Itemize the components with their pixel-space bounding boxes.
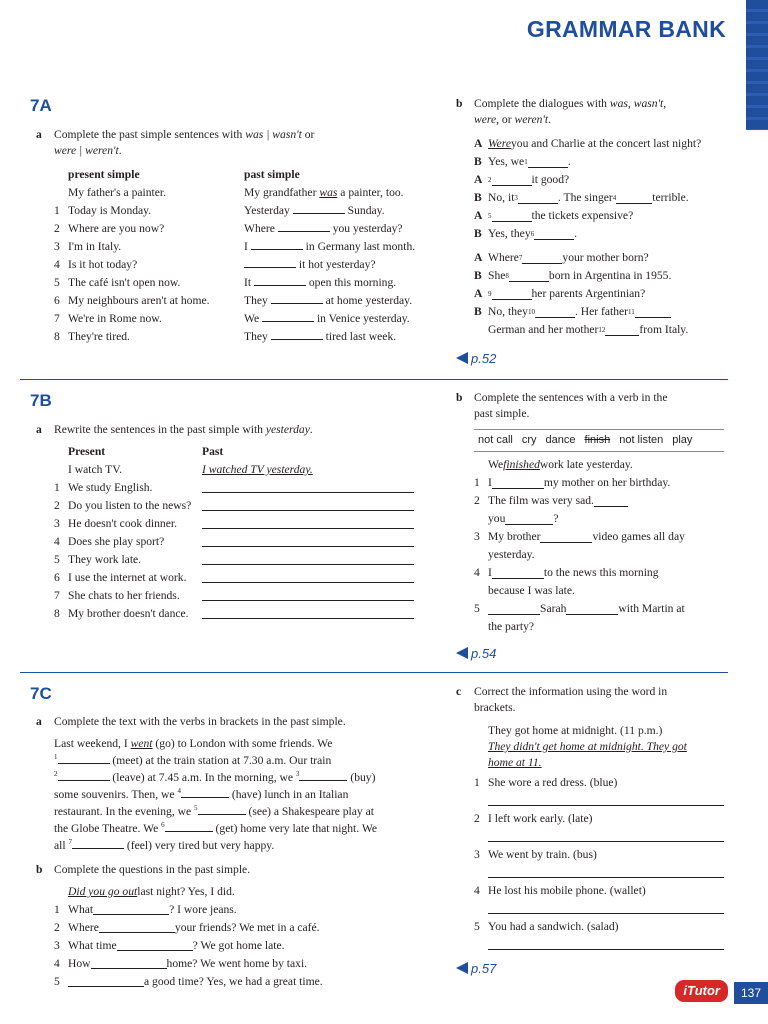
section-label-7c: 7C <box>30 684 52 703</box>
page-reference-link[interactable]: p.57 <box>456 960 496 978</box>
exercise-7c-c <box>456 684 731 954</box>
word-box-item: not listen <box>619 434 664 447</box>
answer-blank[interactable] <box>299 770 347 781</box>
exercise-mark: a <box>36 128 42 141</box>
answer-blank[interactable] <box>99 922 175 933</box>
list-item: 5 You had a sandwich. (salad) <box>474 918 731 950</box>
answer-blank[interactable] <box>58 753 110 764</box>
exercise-7b-a <box>36 422 436 623</box>
column-header: Past <box>202 444 224 458</box>
answer-blank[interactable] <box>278 221 330 232</box>
answer-blank[interactable] <box>202 608 414 619</box>
table-row: 3 He doesn't cook dinner. <box>54 515 436 533</box>
answer-blank[interactable] <box>181 787 229 798</box>
exercise-mark: b <box>456 391 463 404</box>
section-divider <box>20 672 728 673</box>
answer-blank[interactable] <box>488 604 540 615</box>
instruction: Complete the sentences with a verb in the past simple. <box>474 391 668 420</box>
answer-line[interactable] <box>488 864 724 878</box>
exercise-mark: b <box>456 97 463 110</box>
answer-blank[interactable] <box>594 496 628 507</box>
answer-blank[interactable] <box>58 770 110 781</box>
word-box-item: play <box>672 434 693 447</box>
answer-blank[interactable] <box>117 940 193 951</box>
answer-blank[interactable] <box>93 904 169 915</box>
table-row: 8 My brother doesn't dance. <box>54 605 436 623</box>
answer-blank[interactable] <box>509 271 549 282</box>
section-divider <box>20 379 728 380</box>
answer-blank[interactable] <box>251 239 303 250</box>
dialogue-line: B She 8 born in Argentina in 1955. <box>474 269 672 283</box>
answer-blank[interactable] <box>198 804 246 815</box>
list-item: 2 I left work early. (late) <box>474 810 731 842</box>
column-header: Present <box>68 444 106 458</box>
answer-blank[interactable] <box>202 500 414 511</box>
instruction: Complete the dialogues with was, wasn't, were, or weren't. <box>474 97 667 126</box>
table-row: 5 The café isn't open now. It open this morning. <box>54 276 397 290</box>
answer-blank[interactable] <box>72 838 124 849</box>
dialogue-line: B No, they 10 . Her father 11 <box>474 303 731 321</box>
answer-line[interactable] <box>488 936 724 950</box>
exercise-mark: a <box>36 423 42 436</box>
answer-blank[interactable] <box>616 193 652 204</box>
answer-blank[interactable] <box>68 976 144 987</box>
page-title: GRAMMAR BANK <box>526 16 726 42</box>
table-row: 8 They're tired. They tired last week. <box>54 330 397 344</box>
side-stripe-decoration <box>746 0 768 130</box>
answer-blank[interactable] <box>165 821 213 832</box>
answer-line[interactable] <box>488 900 724 914</box>
table-7a <box>36 166 436 346</box>
dialogue-line: B Yes, we 1 . <box>474 155 571 169</box>
table-row: 3 I'm in Italy. I in Germany last month. <box>54 240 416 254</box>
table-row: 2 Do you listen to the news? <box>54 497 436 515</box>
dialogue-line: A 2 it good? <box>474 173 570 187</box>
exercise-mark: a <box>36 715 42 728</box>
answer-blank[interactable] <box>528 157 568 168</box>
gap-fill-text: Last weekend, I went (go) to London with some friends. We $^1$ (meet) at the train station at 7.30 a.m. Our train $^2$ (leave) at 7.45 a.m. In the morning, we $^3$ (buy) some souvenirs. Then, we $^4$ (have) lunch in an Italian restaurant. In the evening, we $^5$ (see) a Shakespeare play at the Globe Theatre. We $^6$ (get) home very late that night. We all $^7$ (feel) very tired but very happy. <box>54 736 377 852</box>
answer-blank[interactable] <box>492 289 532 300</box>
dialogue-line: A 5 the tickets expensive? <box>474 209 634 223</box>
list-item: 4 I to the news this morning <box>474 566 659 580</box>
word-box-item: finish <box>584 434 611 447</box>
list-item: 2 The film was very sad. <box>474 492 731 510</box>
answer-line[interactable] <box>488 792 724 806</box>
exercise-7a-a <box>36 127 436 346</box>
list-item: 1 She wore a red dress. (blue) <box>474 774 731 806</box>
answer-blank[interactable] <box>605 325 639 336</box>
column-header: past simple <box>244 168 300 182</box>
answer-blank[interactable] <box>244 257 296 268</box>
table-row: 1 Today is Monday. Yesterday Sunday. <box>54 204 385 218</box>
dialogue-1 <box>474 135 731 243</box>
word-box <box>474 429 724 452</box>
table-row: 6 I use the internet at work. <box>54 569 436 587</box>
list-item: 1 What ? I wore jeans. <box>54 902 237 916</box>
answer-blank[interactable] <box>566 604 618 615</box>
list-item: 3 We went by train. (bus) <box>474 846 731 878</box>
section-label-7a: 7A <box>30 96 52 115</box>
dialogue-line: A Were you and Charlie at the concert last night? <box>474 137 702 151</box>
example-row: I watch TV. I watched TV yesterday. <box>68 462 313 476</box>
example-row: We finished work late yesterday. <box>488 458 633 472</box>
word-box-item: not call <box>478 434 513 447</box>
exercise-7a-b: b Complete the dialogues with was, wasn't, were, or weren't. A Were you and Charlie at the concert last night? B Yes, we 1 . A 2 it good? B No, it 3 . The singer 4 terrible. A 5 the tickets expensive? B Yes, they 6 . A Where 7 your mother born? B She 8 born in Argentina in 1955. A 9 her parents Argentinian? B No, they 10 . Her father 11 German and her mother 12 from Italy. <box>456 96 731 339</box>
word-box-item: dance <box>545 434 576 447</box>
itutor-logo: iTutor <box>675 980 728 1002</box>
answer-blank[interactable] <box>202 482 414 493</box>
instruction: Complete the questions in the past simple. <box>54 863 251 876</box>
column-header: present simple <box>68 168 140 182</box>
answer-blank[interactable] <box>254 275 306 286</box>
answer-blank[interactable] <box>534 229 574 240</box>
list-item: 3 What time ? We got home late. <box>54 938 285 952</box>
answer-blank[interactable] <box>202 554 414 565</box>
table-row: 7 We're in Rome now. We in Venice yesterday. <box>54 312 410 326</box>
table-row: 4 Is it hot today? it hot yesterday? <box>54 258 376 272</box>
answer-blank[interactable] <box>492 568 544 579</box>
dialogue-line: A 9 her parents Argentinian? <box>474 287 646 301</box>
section-label-7b: 7B <box>30 391 52 410</box>
page-number: 137 <box>734 982 768 1004</box>
answer-blank[interactable] <box>635 307 671 318</box>
exercise-7c-b <box>36 862 436 991</box>
instruction: Rewrite the sentences in the past simple with yesterday. <box>54 423 313 436</box>
exercise-7b-b: b Complete the sentences with a verb in the past simple. not call cry dance finish not listen play We finished work late yesterday. 1 I my mother on her birthday. 2 The film was very sad. you ? 3 My brother video games all day yesterday. 4 I to the news this morning because I was late. 5 Sarah with Martin at the party? <box>456 390 731 636</box>
dialogue-line: A Where 7 your mother born? <box>474 251 649 265</box>
answer-blank[interactable] <box>271 329 323 340</box>
table-row: 2 Where are you now? Where you yesterday? <box>54 222 403 236</box>
list-item: 5 a good time? Yes, we had a great time. <box>54 974 323 988</box>
page-reference-link[interactable]: p.54 <box>456 645 496 663</box>
instruction: Complete the text with the verbs in brackets in the past simple. <box>54 715 346 728</box>
dialogue-line: B No, it 3 . The singer 4 terrible. <box>474 191 689 205</box>
exercise-mark: b <box>36 863 43 876</box>
table-row: 4 Does she play sport? <box>54 533 436 551</box>
answer-line[interactable] <box>488 828 724 842</box>
answer-blank[interactable] <box>271 293 323 304</box>
exercise-7c-a <box>36 714 436 854</box>
page-reference-link[interactable]: p.52 <box>456 350 496 368</box>
table-row: 1 We study English. <box>54 479 436 497</box>
instruction: Correct the information using the word in brackets. <box>474 685 668 714</box>
dialogue-line: B Yes, they 6 . <box>474 227 578 241</box>
exercise-mark: c <box>456 685 462 698</box>
list-item: 4 How home? We went home by taxi. <box>54 956 308 970</box>
example-row: Did you go out last night? Yes, I did. <box>68 884 235 898</box>
list-item: 4 He lost his mobile phone. (wallet) <box>474 882 731 914</box>
example-row: They got home at midnight. (11 p.m.) They didn't get home at midnight. They got home at 11. <box>488 724 687 769</box>
answer-blank[interactable] <box>262 311 314 322</box>
answer-blank[interactable] <box>202 572 414 583</box>
list-item: 1 I my mother on her birthday. <box>474 476 671 490</box>
answer-blank[interactable] <box>202 590 414 601</box>
answer-blank[interactable] <box>522 253 562 264</box>
table-row: 7 She chats to her friends. <box>54 587 436 605</box>
instruction: Complete the past simple sentences with was | wasn't or were | weren't. <box>54 128 315 157</box>
list-item: 2 Where your friends? We met in a café. <box>54 920 320 934</box>
answer-blank[interactable] <box>535 307 575 318</box>
answer-blank[interactable] <box>492 175 532 186</box>
list-item: 3 My brother video games all day <box>474 530 685 544</box>
answer-blank[interactable] <box>540 532 592 543</box>
example-row: My father's a painter. My grandfather was a painter, too. <box>68 186 404 200</box>
answer-blank[interactable] <box>202 518 414 529</box>
back-arrow-icon <box>456 962 468 974</box>
dialogue-2 <box>474 249 731 321</box>
table-row: 6 My neighbours aren't at home. They at home yesterday. <box>54 294 413 308</box>
back-arrow-icon <box>456 647 468 659</box>
answer-blank[interactable] <box>91 958 167 969</box>
table-7b <box>36 443 436 623</box>
answer-blank[interactable] <box>518 193 558 204</box>
answer-blank[interactable] <box>505 514 553 525</box>
word-box-item: cry <box>521 434 537 447</box>
back-arrow-icon <box>456 352 468 364</box>
answer-blank[interactable] <box>293 203 345 214</box>
answer-blank[interactable] <box>492 478 544 489</box>
answer-blank[interactable] <box>202 536 414 547</box>
answer-blank[interactable] <box>492 211 532 222</box>
list-item: 5 Sarah with Martin at <box>474 602 685 616</box>
table-row: 5 They work late. <box>54 551 436 569</box>
